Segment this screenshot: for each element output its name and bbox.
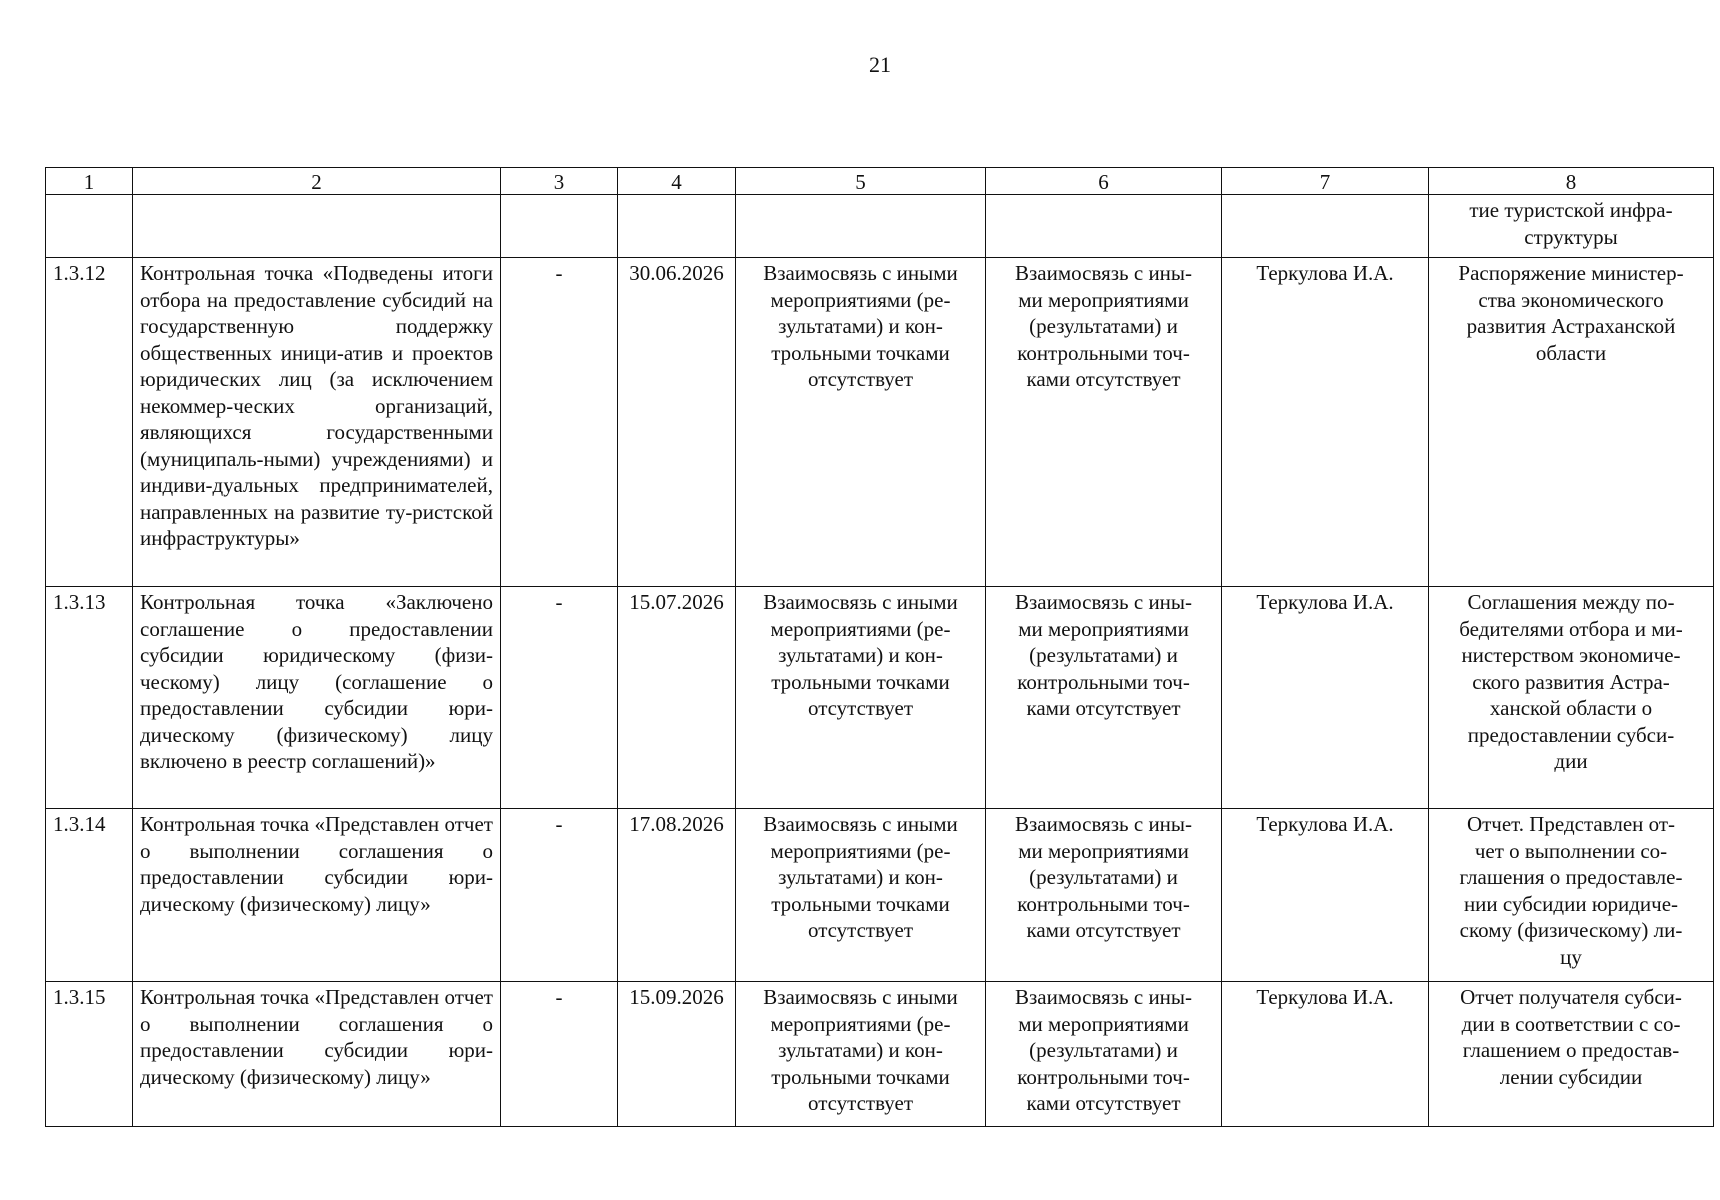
relation-cell: Взаимосвязь с ины- ми мероприятиями (результатами) и контрольными точ- ками отсутствует <box>986 809 1222 982</box>
header-cell: 6 <box>986 168 1222 195</box>
table-row <box>46 809 1714 982</box>
document-cell: Распоряжение министер- ства экономического развития Астраханской области <box>1429 258 1714 587</box>
document-cell: Соглашения между по- бедителями отбора и ми- нистерством экономиче- ского развития Астра- ханской области о предоставлении субси- дии <box>1429 587 1714 809</box>
date-cell: 17.08.2026 <box>618 809 736 982</box>
empty-cell <box>986 195 1222 258</box>
description-cell: Контрольная точка «Представлен отчет о выполнении соглашения о предоставлении субсидии юри-дическому (физическому) лицу» <box>133 809 501 982</box>
row-number-cell: 1.3.13 <box>46 587 133 809</box>
responsible-cell: Теркулова И.А. <box>1222 587 1429 809</box>
empty-cell <box>618 195 736 258</box>
header-cell: 4 <box>618 168 736 195</box>
document-cell: Отчет получателя субси- дии в соответствии с со- глашением о предостав- лении субсидии <box>1429 982 1714 1127</box>
description-cell: Контрольная точка «Подведены итоги отбора на предоставление субсидий на государственную поддержку общественных иници-атив и проектов юридических лиц (за исключением некоммер-ческих организаций, являющихся государственными (муниципаль-ными) учреждениями) и индиви-дуальных предпринимателей, направленных на развитие ту-ристской инфраструктуры» <box>133 258 501 587</box>
header-cell: 3 <box>501 168 618 195</box>
document-cell: Отчет. Представлен от- чет о выполнении со- глашения о предоставле- нии субсидии юридиче- скому (физическому) ли- цу <box>1429 809 1714 982</box>
description-cell: Контрольная точка «Заключено соглашение о предоставлении субсидии юридическому (физи-ческому) лицу (соглашение о предоставлении субсидии юри-дическому (физическому) лицу включено в реестр соглашений)» <box>133 587 501 809</box>
table-row <box>46 587 1714 809</box>
empty-cell <box>501 195 618 258</box>
col3-cell: - <box>501 982 618 1127</box>
header-cell: 7 <box>1222 168 1429 195</box>
responsible-cell: Теркулова И.А. <box>1222 809 1429 982</box>
row-number-cell: 1.3.15 <box>46 982 133 1127</box>
responsible-cell: Теркулова И.А. <box>1222 258 1429 587</box>
header-cell: 1 <box>46 168 133 195</box>
header-cell: 8 <box>1429 168 1714 195</box>
col3-cell: - <box>501 809 618 982</box>
control-points-table <box>45 167 1714 1127</box>
row-number-cell: 1.3.14 <box>46 809 133 982</box>
relation-cell: Взаимосвязь с ины- ми мероприятиями (результатами) и контрольными точ- ками отсутствует <box>986 258 1222 587</box>
date-cell: 15.09.2026 <box>618 982 736 1127</box>
empty-cell <box>46 195 133 258</box>
description-cell: Контрольная точка «Представлен отчет о выполнении соглашения о предоставлении субсидии юри-дическому (физическому) лицу» <box>133 982 501 1127</box>
header-cell: 2 <box>133 168 501 195</box>
relation-cell: Взаимосвязь с иными мероприятиями (ре- зультатами) и кон- трольными точками отсутствует <box>736 982 986 1127</box>
table-row <box>46 258 1714 587</box>
empty-cell <box>736 195 986 258</box>
relation-cell: Взаимосвязь с ины- ми мероприятиями (результатами) и контрольными точ- ками отсутствует <box>986 982 1222 1127</box>
document-cell: тие туристской инфра- структуры <box>1429 195 1714 258</box>
row-number-cell: 1.3.12 <box>46 258 133 587</box>
relation-cell: Взаимосвязь с ины- ми мероприятиями (результатами) и контрольными точ- ками отсутствует <box>986 587 1222 809</box>
col3-cell: - <box>501 258 618 587</box>
col3-cell: - <box>501 587 618 809</box>
table-row <box>46 982 1714 1127</box>
header-cell: 5 <box>736 168 986 195</box>
empty-cell <box>1222 195 1429 258</box>
empty-cell <box>133 195 501 258</box>
continuation-row <box>46 195 1714 258</box>
relation-cell: Взаимосвязь с иными мероприятиями (ре- зультатами) и кон- трольными точками отсутствует <box>736 587 986 809</box>
relation-cell: Взаимосвязь с иными мероприятиями (ре- зультатами) и кон- трольными точками отсутствует <box>736 809 986 982</box>
responsible-cell: Теркулова И.А. <box>1222 982 1429 1127</box>
table-header-row <box>46 168 1714 195</box>
date-cell: 15.07.2026 <box>618 587 736 809</box>
date-cell: 30.06.2026 <box>618 258 736 587</box>
relation-cell: Взаимосвязь с иными мероприятиями (ре- зультатами) и кон- трольными точками отсутствует <box>736 258 986 587</box>
page-number: 21 <box>869 52 891 77</box>
